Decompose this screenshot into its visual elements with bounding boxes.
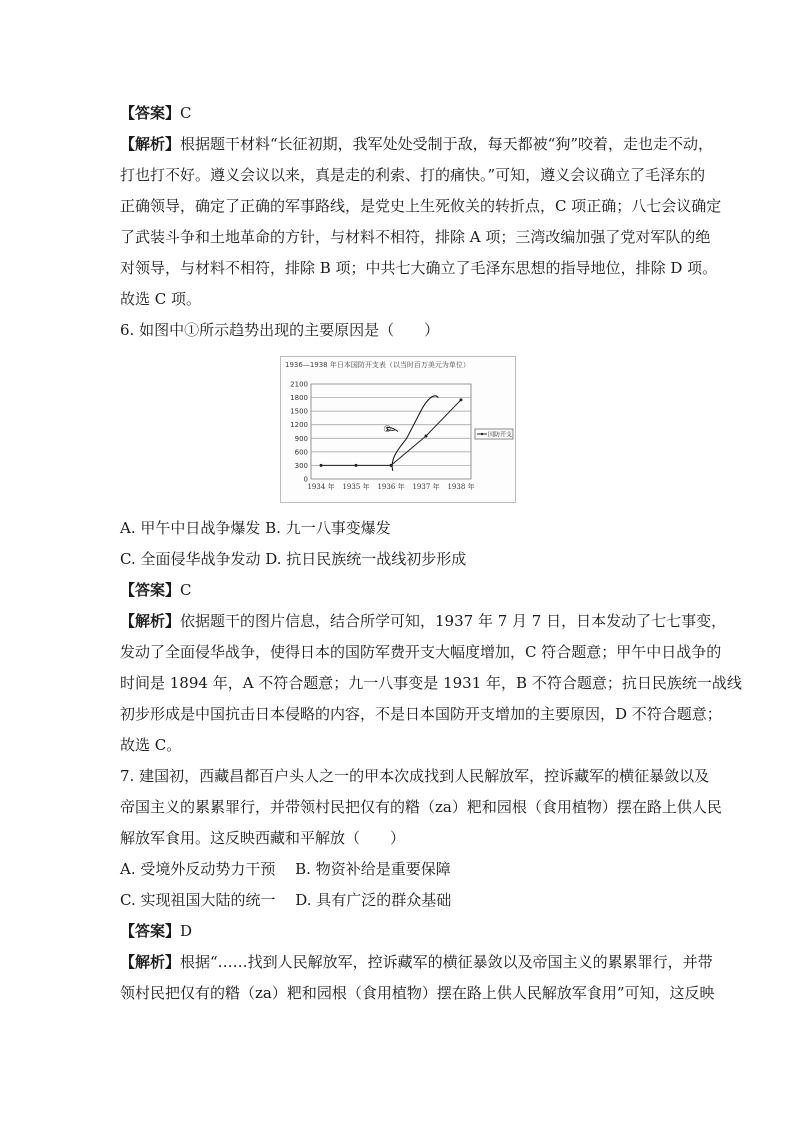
y-tick-label: 0 xyxy=(303,475,308,484)
y-tick-label: 1200 xyxy=(290,421,308,430)
analysis-text: 依据题干的图片信息，结合所学可知，1937 年 7 月 7 日，日本发动了七七事变， xyxy=(180,612,727,630)
y-tick-label: 600 xyxy=(294,448,308,457)
answer-tag: 【答案】 xyxy=(120,104,181,122)
q7-analysis-line-2: 领村民把仅有的糌（za）粑和园根（食用植物）摆在路上供人民解放军食用”可知，这反映 xyxy=(120,984,715,1002)
q6-analysis-line-3: 时间是 1894 年，A 不符合题意；九一八事变是 1931 年，B 不符合题意；抗日民族统一战线 xyxy=(120,674,742,692)
q5-answer-line xyxy=(120,103,192,123)
answer-tag: 【答案】 xyxy=(120,922,181,940)
q7-options-cd: C. 实现祖国大陆的统一 D. 具有广泛的群众基础 xyxy=(120,891,452,909)
analysis-text: 根据题干材料“长征初期，我军处处受制于敌，每天都被“狗”咬着，走也走不动， xyxy=(180,135,714,153)
x-tick-label: 1938 年 xyxy=(447,483,475,491)
y-tick-label: 2100 xyxy=(290,380,308,389)
q6-analysis-line-1 xyxy=(120,611,726,631)
analysis-tag: 【解析】 xyxy=(120,135,181,153)
trend-arrow xyxy=(392,396,438,471)
y-tick-label: 1500 xyxy=(290,407,308,416)
x-tick-label: 1935 年 xyxy=(342,483,370,491)
q6-options-ab: A. 甲午中日战争爆发 B. 九一八事变爆发 xyxy=(120,519,391,537)
data-point xyxy=(355,464,358,467)
q6-analysis-line-5: 故选 C。 xyxy=(120,736,182,754)
chart-svg xyxy=(281,357,515,502)
analysis-text: 根据“……找到人民解放军，控诉藏军的横征暴敛以及帝国主义的累累罪行，并带 xyxy=(180,953,713,971)
q6-analysis-line-2: 发动了全面侵华战争，使得日本的国防军费开支大幅度增加，C 符合题意；甲午中日战争的 xyxy=(120,643,722,661)
q5-analysis-line-2: 打也打不好。遵义会议以来，真是走的利索、打的痛快。”可知，遵义会议确立了毛泽东的 xyxy=(120,166,706,184)
q7-analysis-line-1 xyxy=(120,952,713,972)
q7-question-line-3: 解放军食用。这反映西藏和平解放（ ） xyxy=(120,829,406,847)
annotation-label: ① xyxy=(383,424,392,435)
y-tick-label: 900 xyxy=(294,434,308,443)
data-point xyxy=(425,435,428,438)
data-point xyxy=(320,464,323,467)
y-tick-label: 300 xyxy=(294,461,308,470)
q5-analysis-line-4: 了武装斗争和土地革命的方针，与材料不相符，排除 A 项；三湾改编加强了党对军队的绝 xyxy=(120,228,711,246)
y-tick-label: 1800 xyxy=(290,394,308,403)
q5-analysis-line-5: 对领导，与材料不相符，排除 B 项；中共七大确立了毛泽东思想的指导地位，排除 D 项。 xyxy=(120,259,718,277)
x-tick-label: 1936 年 xyxy=(377,483,405,491)
q7-options-ab: A. 受境外反动势力干预 B. 物资补给是重要保障 xyxy=(120,860,451,878)
defense-spending-chart xyxy=(280,356,516,503)
q7-answer-line xyxy=(120,921,192,941)
q5-analysis-line-1 xyxy=(120,134,713,154)
legend-marker xyxy=(481,433,483,435)
x-tick-label: 1934 年 xyxy=(307,483,335,491)
q6-analysis-line-4: 初步形成是中国抗击日本侵略的内容，不是日本国防开支增加的主要原因，D 不符合题意； xyxy=(120,705,722,723)
x-tick-label: 1937 年 xyxy=(412,483,440,491)
data-point xyxy=(460,398,463,401)
answer-value: C xyxy=(180,581,192,599)
legend-label: 国防开支 xyxy=(488,431,513,439)
answer-value: C xyxy=(180,104,192,122)
answer-value: D xyxy=(180,922,193,940)
analysis-tag: 【解析】 xyxy=(120,953,181,971)
q7-question-line-2: 帝国主义的累累罪行，并带领村民把仅有的糌（za）粑和园根（食用植物）摆在路上供人民 xyxy=(120,798,722,816)
q6-answer-line xyxy=(120,580,192,600)
q7-question-line-1: 7. 建国初，西藏昌都百户头人之一的甲本次成找到人民解放军，控诉藏军的横征暴敛以及 xyxy=(120,767,710,785)
chart-title: 1936—1938 年日本国防开支表（以当时百万美元为单位） xyxy=(285,361,470,369)
q5-analysis-line-6: 故选 C 项。 xyxy=(120,290,202,308)
q5-analysis-line-3: 正确领导，确定了正确的军事路线，是党史上生死攸关的转折点，C 项正确；八七会议确定 xyxy=(120,197,722,215)
answer-tag: 【答案】 xyxy=(120,581,181,599)
q6-question: 6. 如图中①所示趋势出现的主要原因是（ ） xyxy=(120,321,440,339)
q6-options-cd: C. 全面侵华战争发动 D. 抗日民族统一战线初步形成 xyxy=(120,550,467,568)
analysis-tag: 【解析】 xyxy=(120,612,181,630)
